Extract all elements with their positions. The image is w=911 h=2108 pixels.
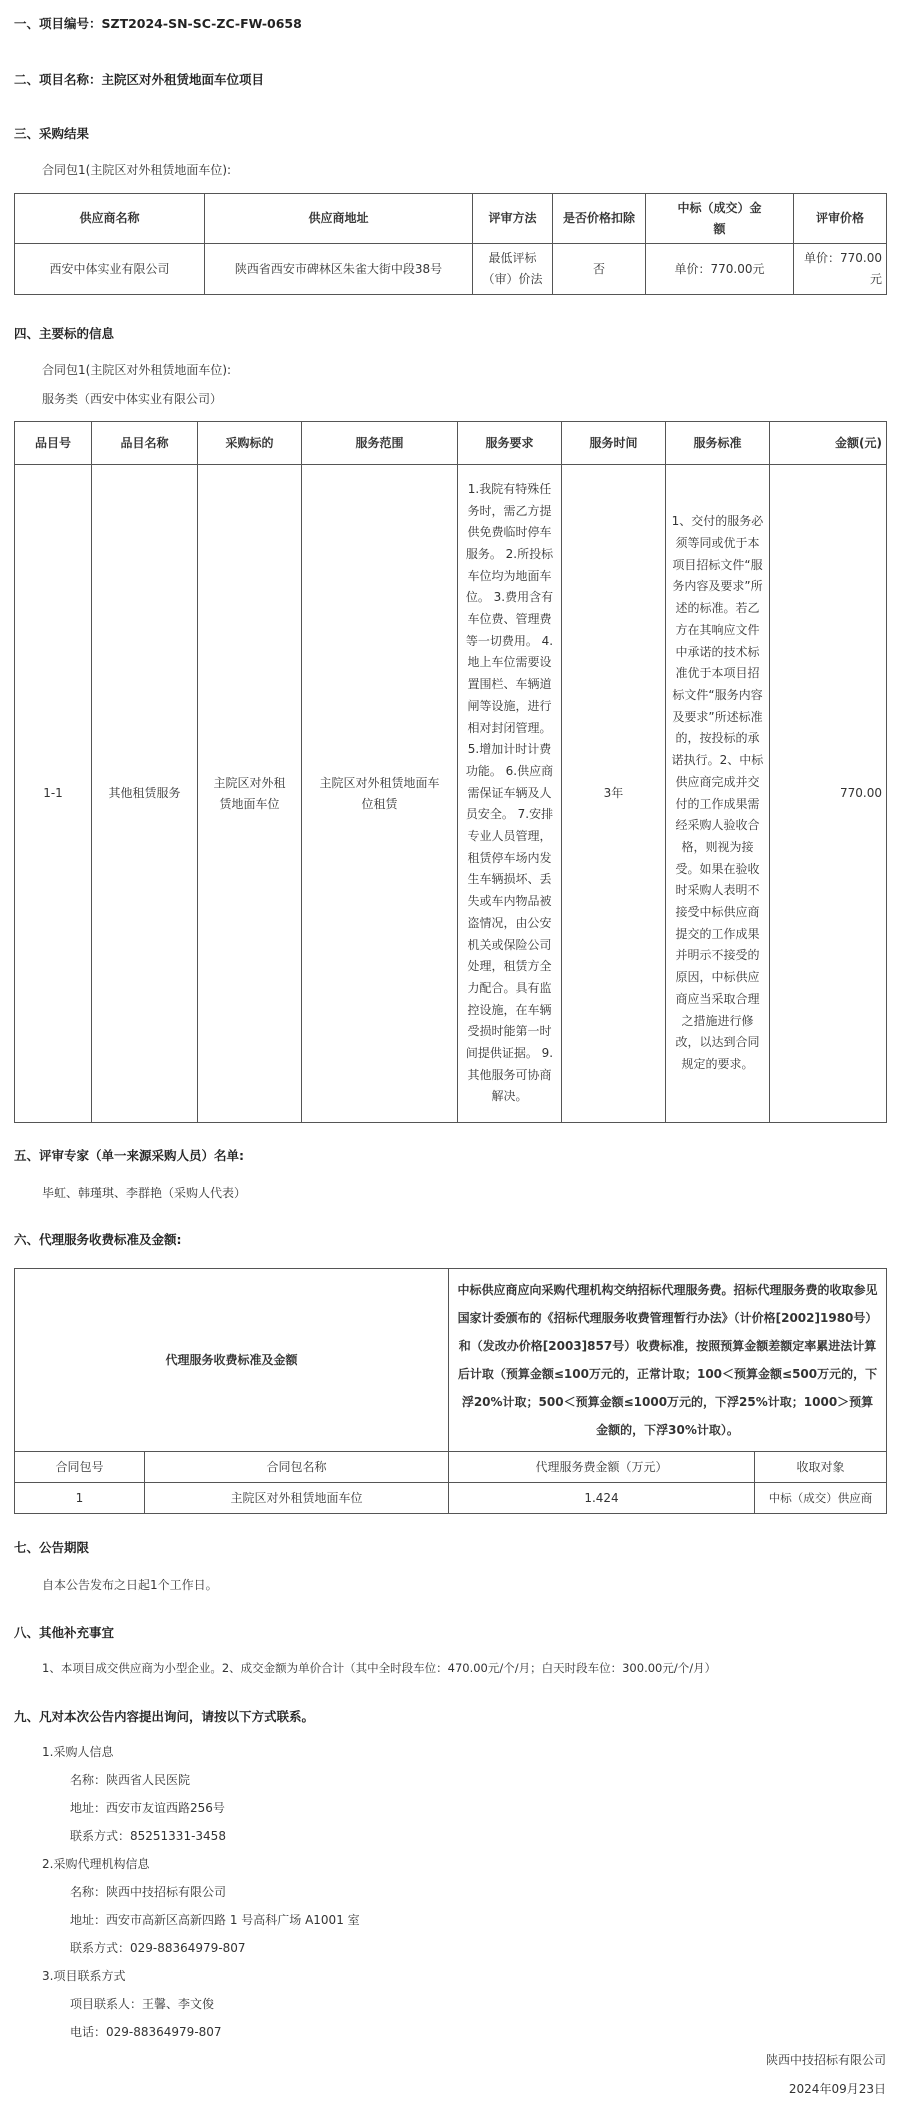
col-scope: 服务范围 xyxy=(302,422,458,465)
fee-standard-text: 中标供应商应向采购代理机构交纳招标代理服务费。招标代理服务费的收取参见国家计委颁布的《招标代理服务收费管理暂行办法》（计价格[2002]1980号）和（发改办价格[2003]857号）收费标准，按照预算金额差额定率累进法计算后计取（预算金额≤100万元的，正常计取；100＜预算金额≤500万元的，下浮20%计取；500＜预算金额≤1000万元的，下浮25%计取；1000＞预算金额的，下浮30%计取）。 xyxy=(449,1269,887,1452)
agency-phone: 联系方式：029-88364979-807 xyxy=(70,1941,246,1955)
project-name-heading: 二、项目名称：主院区对外租赁地面车位项目 xyxy=(14,72,265,87)
service-standard: 1、交付的服务必须等同或优于本项目招标文件“服务内容及要求”所述的标准。若乙方在其响应文件中承诺的技术标准优于本项目招标文件“服务内容及要求”所述标准的，按投标的承诺执行。2、中标供应商完成并交付的工作成果需经采购人验收合格，则视为接受。如果在验收时采购人表明不接受中标供应商提交的工作成果并明示不接受的原因，中标供应商应当采取合理之措施进行修改，以达到合同规定的要求。 xyxy=(666,465,770,1123)
col-fee-amount: 代理服务费金额（万元） xyxy=(449,1452,755,1483)
col-package-no: 合同包号 xyxy=(15,1452,145,1483)
item-no: 1-1 xyxy=(15,465,92,1123)
procurement-result-heading: 三、采购结果 xyxy=(14,126,90,141)
item-name: 其他租赁服务 xyxy=(92,465,198,1123)
agency-name: 名称：陕西中技招标有限公司 xyxy=(70,1885,227,1899)
price-deduction: 否 xyxy=(553,244,646,295)
subject-header-row xyxy=(15,422,887,465)
result-row xyxy=(15,244,887,295)
supplier-name: 西安中体实业有限公司 xyxy=(15,244,205,295)
purchaser-name: 名称：陕西省人民医院 xyxy=(70,1773,191,1787)
amount: 770.00 xyxy=(770,465,887,1123)
review-method: 最低评标（审）价法 xyxy=(473,244,553,295)
scope: 主院区对外租赁地面车位租赁 xyxy=(302,465,458,1123)
collect-target: 中标（成交）供应商 xyxy=(755,1483,887,1514)
supplement-heading: 八、其他补充事宜 xyxy=(14,1625,115,1640)
col-item-no: 品目号 xyxy=(15,422,92,465)
experts-names: 毕虹、韩瑾琪、李群艳（采购人代表） xyxy=(42,1186,247,1200)
col-supplier-name: 供应商名称 xyxy=(15,194,205,244)
agency-title: 2.采购代理机构信息 xyxy=(42,1857,150,1871)
notice-period-text: 自本公告发布之日起1个工作日。 xyxy=(42,1578,218,1592)
project-number-heading: 一、项目编号：SZT2024-SN-SC-ZC-FW-0658 xyxy=(14,16,302,31)
supplier-address: 陕西省西安市碑林区朱雀大街中段38号 xyxy=(205,244,473,295)
supplement-text: 1、本项目成交供应商为小型企业。2、成交金额为单价合计（其中全时段车位：470.00元/个/月；白天时段车位：300.00元/个/月） xyxy=(42,1661,717,1675)
package-name: 主院区对外租赁地面车位 xyxy=(145,1483,449,1514)
fee-standard-row xyxy=(15,1269,887,1452)
col-price-deduction: 是否价格扣除 xyxy=(553,194,646,244)
project-contact-phone: 电话：029-88364979-807 xyxy=(70,2025,222,2039)
purchaser-title: 1.采购人信息 xyxy=(42,1745,114,1759)
notice-period-heading: 七、公告期限 xyxy=(14,1540,90,1555)
subject-table xyxy=(14,421,887,1123)
col-item-name: 品目名称 xyxy=(92,422,198,465)
agency-fee-heading: 六、代理服务收费标准及金额: xyxy=(14,1232,182,1247)
requirements: 1.我院有特殊任务时，需乙方提供免费临时停车服务。 2.所投标车位均为地面车位。 3.费用含有车位费、管理费等一切费用。 4.地上车位需要设置围栏、车辆道闸等设施，进行相对封闭管理。 5.增加计时计费功能。 6.供应商需保证车辆及人员安全。 7.安排专业人员管理，租赁停车场内发生车辆损坏、丢失或车内物品被盗情况，由公安机关或保险公司处理，租赁方全力配合。具有监控设施，在车辆受损时能第一时间提供证据。 9.其他服务可协商解决。 xyxy=(458,465,562,1123)
service-category: 服务类（西安中体实业有限公司） xyxy=(42,392,223,406)
experts-heading: 五、评审专家（单一来源采购人员）名单: xyxy=(14,1148,244,1163)
project-contact-title: 3.项目联系方式 xyxy=(42,1969,126,1983)
col-supplier-address: 供应商地址 xyxy=(205,194,473,244)
contact-heading: 九、凡对本次公告内容提出询问，请按以下方式联系。 xyxy=(14,1709,315,1724)
footer-organization: 陕西中技招标有限公司 xyxy=(765,2053,886,2067)
fee-standard-label: 代理服务收费标准及金额 xyxy=(15,1269,449,1452)
agency-address: 地址：西安市高新区高新四路 1 号高科广场 A1001 室 xyxy=(70,1913,360,1927)
col-package-name: 合同包名称 xyxy=(145,1452,449,1483)
col-review-price: 评审价格 xyxy=(794,194,887,244)
contract-package-label-2: 合同包1(主院区对外租赁地面车位): xyxy=(42,363,232,377)
subject: 主院区对外租赁地面车位 xyxy=(198,465,302,1123)
col-subject: 采购标的 xyxy=(198,422,302,465)
contract-package-label: 合同包1(主院区对外租赁地面车位): xyxy=(42,163,232,177)
review-price: 单价：770.00元 xyxy=(794,244,887,295)
col-service-time: 服务时间 xyxy=(562,422,666,465)
footer-date: 2024年09月23日 xyxy=(788,2082,886,2096)
result-header-row xyxy=(15,194,887,244)
col-collect-target: 收取对象 xyxy=(755,1452,887,1483)
purchaser-address: 地址：西安市友谊西路256号 xyxy=(70,1801,225,1815)
col-review-method: 评审方法 xyxy=(473,194,553,244)
service-time: 3年 xyxy=(562,465,666,1123)
result-table xyxy=(14,193,887,295)
col-requirements: 服务要求 xyxy=(458,422,562,465)
package-no: 1 xyxy=(15,1483,145,1514)
fee-amount: 1.424 xyxy=(449,1483,755,1514)
col-award-amount: 中标（成交）金额 xyxy=(646,194,794,244)
col-service-standard: 服务标准 xyxy=(666,422,770,465)
fee-header-row xyxy=(15,1452,887,1483)
award-amount: 单价：770.00元 xyxy=(646,244,794,295)
project-contact-person: 项目联系人：王馨、李文俊 xyxy=(70,1997,215,2011)
subject-row xyxy=(15,465,887,1123)
fee-row xyxy=(15,1483,887,1514)
fee-table xyxy=(14,1268,887,1514)
main-subject-heading: 四、主要标的信息 xyxy=(14,326,115,341)
col-amount: 金额(元) xyxy=(770,422,887,465)
purchaser-phone: 联系方式：85251331-3458 xyxy=(70,1829,226,1843)
